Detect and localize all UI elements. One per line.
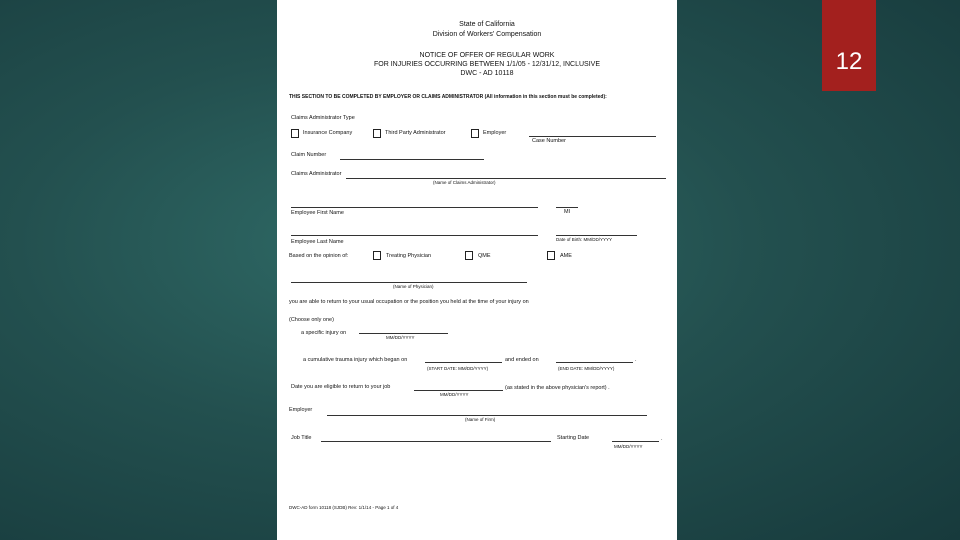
employee-first-name-label: Employee First Name bbox=[291, 210, 344, 216]
ended-on-label: and ended on bbox=[505, 357, 539, 363]
choose-one: (Choose only one) bbox=[289, 317, 334, 323]
option-treating-physician: Treating Physician bbox=[386, 253, 432, 259]
option-employer: Employer bbox=[483, 130, 507, 136]
job-title-line[interactable] bbox=[321, 441, 551, 442]
case-number-line[interactable] bbox=[529, 136, 656, 137]
date-eligible-line[interactable] bbox=[414, 390, 503, 391]
employer-line[interactable] bbox=[327, 415, 647, 416]
specific-injury-date-line[interactable] bbox=[359, 333, 448, 334]
start-date-caption: (START DATE: MM/DD/YYYY) bbox=[427, 366, 489, 371]
physician-line[interactable] bbox=[291, 282, 527, 283]
checkbox-qme[interactable] bbox=[465, 251, 473, 260]
checkbox-third-party-admin[interactable] bbox=[373, 129, 381, 138]
date-eligible-caption: MM/DD/YYYY bbox=[440, 392, 469, 397]
section-instruction: THIS SECTION TO BE COMPLETED BY EMPLOYER OR CLAIMS ADMINISTRATOR (All information in this section must be completed): bbox=[289, 94, 607, 100]
end-date-caption: (END DATE: MM/DD/YYYY) bbox=[558, 366, 615, 371]
form-title-1: NOTICE OF OFFER OF REGULAR WORK bbox=[419, 52, 555, 59]
date-eligible-label: Date you are eligible to return to your job bbox=[291, 384, 391, 390]
job-title-label: Job Title bbox=[291, 435, 312, 441]
mi-line[interactable] bbox=[556, 207, 578, 208]
claims-admin-type-label: Claims Administrator Type bbox=[291, 115, 355, 121]
end-date-line[interactable] bbox=[556, 362, 633, 363]
form-title-3: DWC - AD 10118 bbox=[460, 70, 514, 77]
form-title-2: FOR INJURIES OCCURRING BETWEEN 1/1/05 - 12/31/12, INCLUSIVE bbox=[373, 61, 600, 68]
slide-number: 12 bbox=[835, 48, 863, 75]
slide-number-box bbox=[822, 0, 876, 91]
option-qme: QME bbox=[478, 253, 491, 259]
dob-label: Date of Birth: MM/DD/YYYY bbox=[556, 237, 613, 242]
header-division: Division of Workers' Compensation bbox=[432, 31, 542, 38]
option-insurance-company: Insurance Company bbox=[303, 130, 353, 136]
checkbox-ame[interactable] bbox=[547, 251, 555, 260]
case-number-label: Case Number bbox=[532, 138, 566, 144]
mi-label: MI bbox=[564, 209, 571, 215]
specific-injury-label: a specific injury on bbox=[301, 330, 347, 336]
opinion-label: Based on the opinion of: bbox=[289, 253, 349, 259]
option-ame: AME bbox=[560, 253, 572, 259]
first-name-line[interactable] bbox=[291, 207, 538, 208]
header-state: State of California bbox=[459, 21, 515, 28]
option-third-party-admin: Third Party Administrator bbox=[385, 130, 446, 136]
starting-date-line[interactable] bbox=[612, 441, 659, 442]
checkbox-employer[interactable] bbox=[471, 129, 479, 138]
claims-administrator-label: Claims Administrator bbox=[291, 171, 342, 177]
name-of-physician-caption: (Name of Physician) bbox=[393, 284, 434, 289]
starting-date-caption: MM/DD/YYYY bbox=[614, 444, 643, 449]
checkbox-treating-physician[interactable] bbox=[373, 251, 381, 260]
claim-number-label: Claim Number bbox=[291, 152, 327, 158]
claim-number-line[interactable] bbox=[340, 159, 484, 160]
return-statement: you are able to return to your usual occupation or the position you held at the time of your injury on bbox=[289, 299, 529, 305]
cumulative-label: a cumulative trauma injury which began on bbox=[303, 357, 408, 363]
claims-administrator-line[interactable] bbox=[346, 178, 666, 179]
starting-date-label: Starting Date bbox=[557, 435, 590, 441]
start-date-line[interactable] bbox=[425, 362, 502, 363]
name-of-claims-admin-caption: (Name of Claims Administrator) bbox=[433, 180, 496, 185]
dob-line[interactable] bbox=[556, 235, 637, 236]
form-footer: DWC-AD form 10118 (SJDB) Rev: 1/1/14 - Page 1 of 4 bbox=[289, 505, 399, 510]
employee-last-name-label: Employee Last Name bbox=[291, 239, 344, 245]
checkbox-insurance-company[interactable] bbox=[291, 129, 299, 138]
employer-label: Employer bbox=[289, 407, 313, 413]
period-2: . bbox=[661, 436, 663, 442]
form-page bbox=[277, 0, 677, 540]
period: . bbox=[635, 357, 637, 363]
specific-injury-date-caption: MM/DD/YYYY bbox=[386, 335, 415, 340]
name-of-firm-caption: (Name of Firm) bbox=[465, 417, 496, 422]
as-stated-label: (as stated in the above physician's report) . bbox=[505, 385, 610, 391]
last-name-line[interactable] bbox=[291, 235, 538, 236]
